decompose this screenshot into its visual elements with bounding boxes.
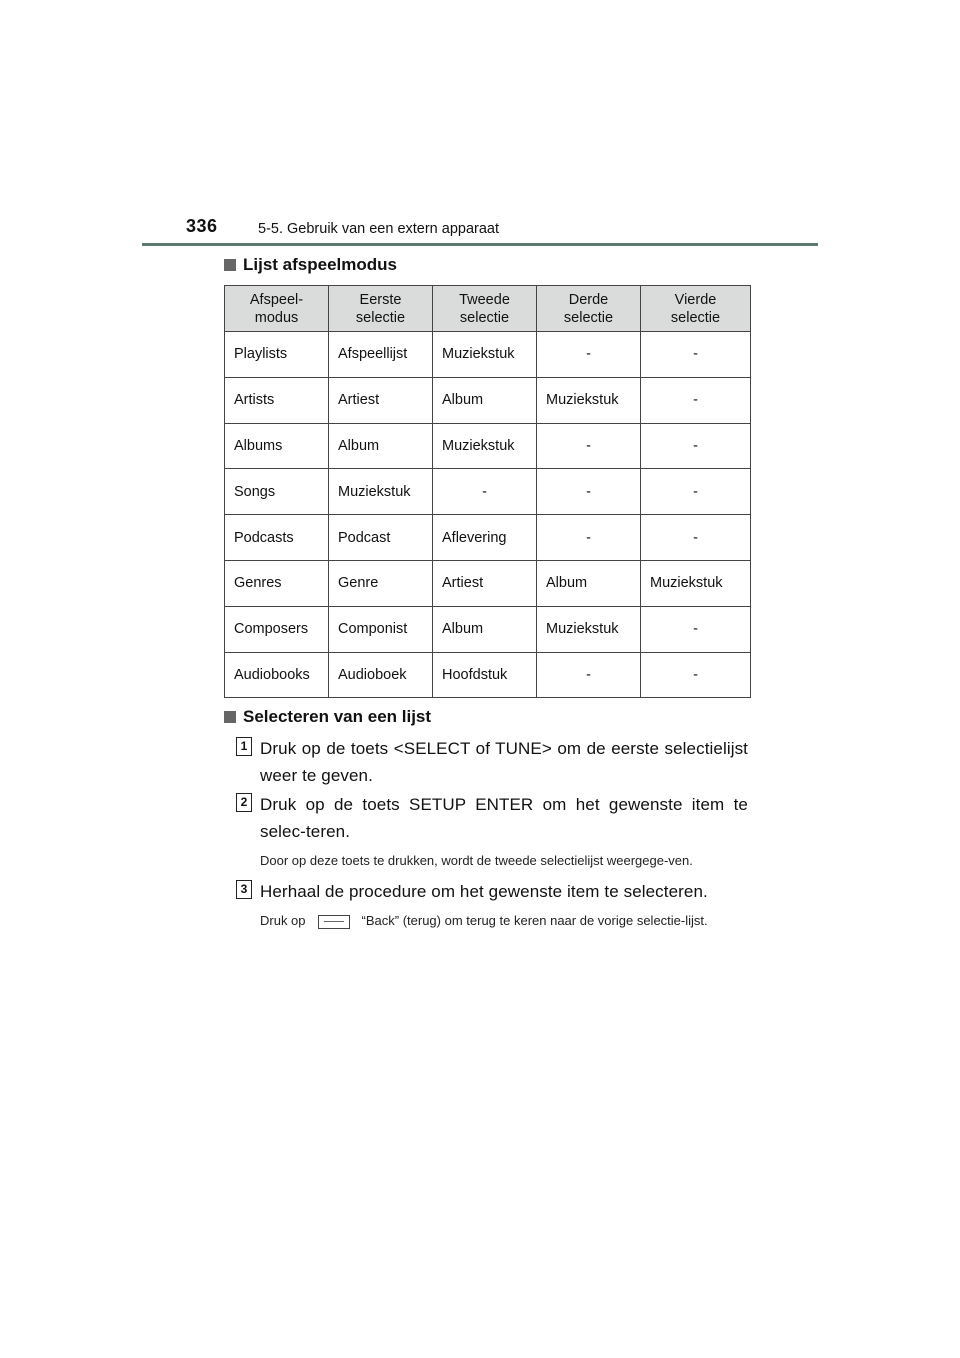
step-note: Door op deze toets te drukken, wordt de tweede selectielijst weergege-ven.: [260, 853, 693, 868]
step-note: [260, 913, 748, 929]
playback-mode-table: [224, 285, 751, 698]
section-heading-playback-mode: [224, 255, 397, 275]
table-cell: Composers: [225, 606, 329, 652]
table-cell: -: [641, 332, 751, 378]
table-cell: -: [433, 469, 537, 515]
table-cell: -: [641, 515, 751, 561]
table-cell: -: [641, 652, 751, 698]
table-cell: Album: [537, 560, 641, 606]
table-row: [225, 560, 751, 606]
table-cell: Muziekstuk: [537, 377, 641, 423]
table-cell: Albums: [225, 423, 329, 469]
table-cell: -: [537, 332, 641, 378]
table-cell: Muziekstuk: [433, 423, 537, 469]
table-row: [225, 423, 751, 469]
table-cell: Audiobooks: [225, 652, 329, 698]
table-cell: Album: [433, 606, 537, 652]
table-cell: Muziekstuk: [329, 469, 433, 515]
note-text-after: “Back” (terug) om terug te keren naar de vorige selectie-lijst.: [361, 913, 708, 928]
table-cell: Audioboek: [329, 652, 433, 698]
table-cell: Genres: [225, 560, 329, 606]
table-row: [225, 332, 751, 378]
table-cell: Playlists: [225, 332, 329, 378]
table-cell: Album: [329, 423, 433, 469]
table-cell: -: [641, 606, 751, 652]
note-text-before: Druk op: [260, 913, 306, 928]
table-cell: Podcast: [329, 515, 433, 561]
step-text: Druk op de toets SETUP ENTER om het gewenste item te selec-teren.: [260, 795, 748, 841]
table-cell: Artiest: [433, 560, 537, 606]
table-cell: -: [641, 377, 751, 423]
table-cell: Hoofdstuk: [433, 652, 537, 698]
column-header: Derde selectie: [537, 286, 641, 332]
section-heading-select-list: [224, 707, 431, 727]
section-heading-text: Selecteren van een lijst: [243, 707, 432, 726]
step-1: [236, 735, 748, 789]
step-text: Druk op de toets <SELECT of TUNE> om de eerste selectielijst weer te geven.: [260, 739, 748, 785]
table-cell: Aflevering: [433, 515, 537, 561]
bullet-square-icon: [224, 711, 236, 723]
table-cell: Afspeellijst: [329, 332, 433, 378]
step-number-badge: 1: [236, 737, 252, 756]
table-cell: Muziekstuk: [537, 606, 641, 652]
step-number-badge: 2: [236, 793, 252, 812]
bullet-square-icon: [224, 259, 236, 271]
table-header-row: [225, 286, 751, 332]
page-number: 336: [186, 216, 218, 236]
chapter-title: 5-5. Gebruik van een extern apparaat: [258, 221, 500, 237]
table-cell: Album: [433, 377, 537, 423]
table-row: [225, 377, 751, 423]
table-row: [225, 606, 751, 652]
column-header: Eerste selectie: [329, 286, 433, 332]
table-cell: Muziekstuk: [641, 560, 751, 606]
table-cell: Songs: [225, 469, 329, 515]
table-cell: -: [537, 652, 641, 698]
step-2: [236, 791, 748, 869]
table-cell: -: [537, 423, 641, 469]
table-cell: Podcasts: [225, 515, 329, 561]
table-cell: Artiest: [329, 377, 433, 423]
step-number-badge: 3: [236, 880, 252, 899]
column-header: Tweede selectie: [433, 286, 537, 332]
column-header: Afspeel- modus: [225, 286, 329, 332]
table-row: [225, 469, 751, 515]
back-button-icon: [318, 915, 350, 929]
step-3: [236, 878, 748, 929]
header-rule: [142, 243, 818, 246]
table-cell: -: [537, 469, 641, 515]
section-heading-text: Lijst afspeelmodus: [243, 255, 397, 274]
table-cell: -: [641, 423, 751, 469]
table-cell: Artists: [225, 377, 329, 423]
table-row: [225, 515, 751, 561]
table-cell: Genre: [329, 560, 433, 606]
table-cell: Componist: [329, 606, 433, 652]
table-cell: -: [641, 469, 751, 515]
step-text: Herhaal de procedure om het gewenste item te selecteren.: [260, 882, 708, 901]
table-cell: -: [537, 515, 641, 561]
table-row: [225, 652, 751, 698]
table-cell: Muziekstuk: [433, 332, 537, 378]
column-header: Vierde selectie: [641, 286, 751, 332]
